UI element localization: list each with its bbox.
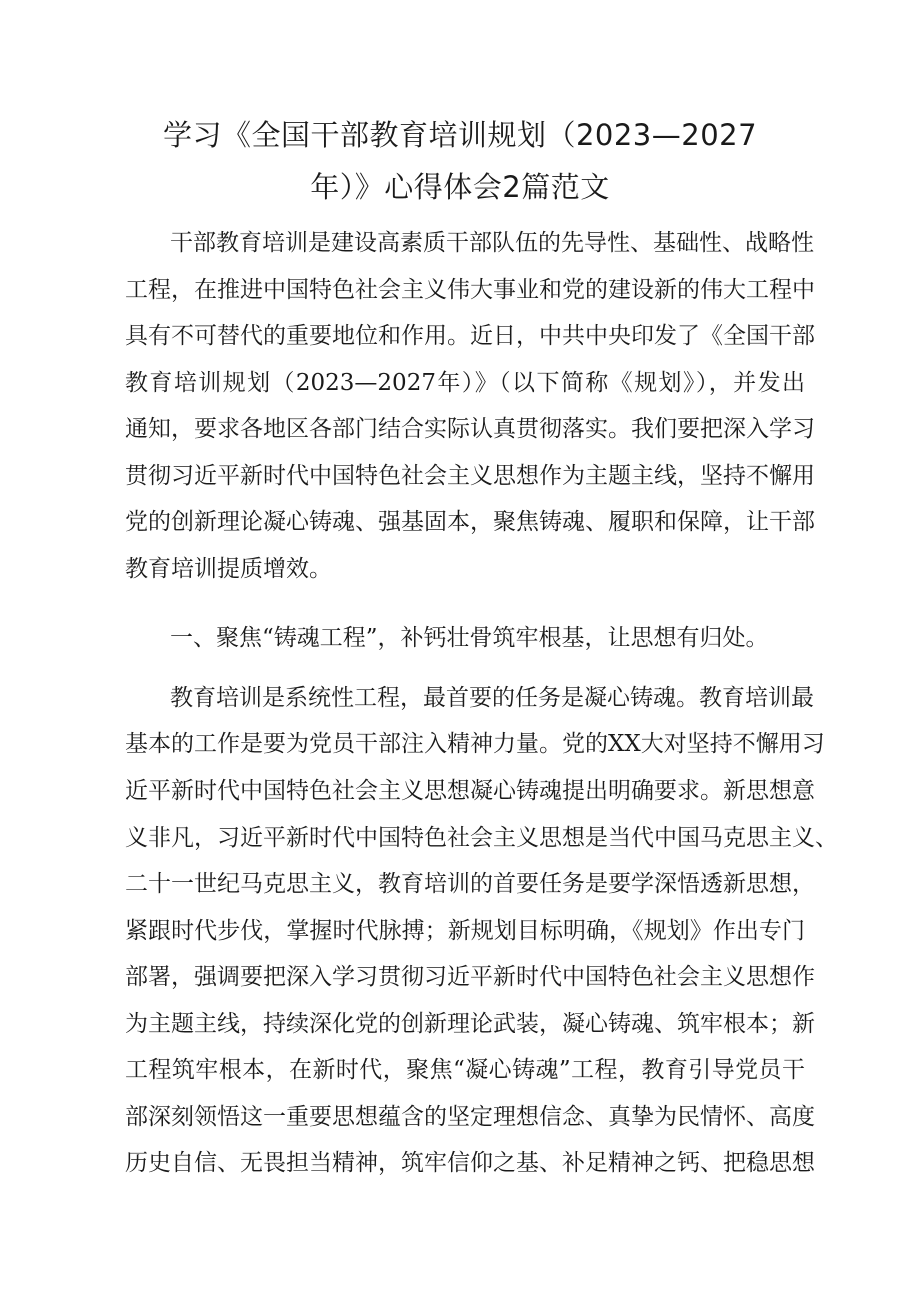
paragraph-line: 教育培训规划（2023—2027年）》（以下简称《规划》），并发出 [125, 370, 805, 396]
paragraph-line: 工程，在推进中国特色社会主义伟大事业和党的建设新的伟大工程中 [125, 277, 815, 303]
paragraph-line: 教育培训是系统性工程，最首要的任务是凝心铸魂。教育培训最 [170, 685, 814, 711]
paragraph-line: 义非凡，习近平新时代中国特色社会主义思想是当代中国马克思主义、 [125, 825, 838, 851]
paragraph-line: 党的创新理论凝心铸魂、强基固本，聚焦铸魂、履职和保障，让干部 [125, 509, 815, 535]
paragraph-line: 贯彻习近平新时代中国特色社会主义思想作为主题主线，坚持不懈用 [125, 463, 815, 489]
section-heading: 一、聚焦“铸魂工程”，补钙壮骨筑牢根基，让思想有归处。 [170, 625, 769, 651]
paragraph-line: 具有不可替代的重要地位和作用。近日，中共中央印发了《全国干部 [125, 323, 815, 349]
paragraph-line: 工程筑牢根本，在新时代，聚焦“凝心铸魂”工程，教育引导党员干 [125, 1057, 805, 1083]
document-title-line-1: 学习《全国干部教育培训规划（2023—2027 [162, 118, 758, 152]
paragraph-line: 为主题主线，持续深化党的创新理论武装，凝心铸魂、筑牢根本；新 [125, 1011, 815, 1037]
paragraph-line: 教育培训提质增效。 [125, 556, 332, 582]
paragraph-line: 干部教育培训是建设高素质干部队伍的先导性、基础性、战略性 [170, 230, 814, 256]
paragraph-line: 部署，强调要把深入学习贯彻习近平新时代中国特色社会主义思想作 [125, 964, 815, 990]
paragraph-line: 部深刻领悟这一重要思想蕴含的坚定理想信念、真挚为民情怀、高度 [125, 1104, 815, 1130]
paragraph-line: 近平新时代中国特色社会主义思想凝心铸魂提出明确要求。新思想意 [125, 778, 815, 804]
paragraph-line: 二十一世纪马克思主义，教育培训的首要任务是要学深悟透新思想， [125, 871, 815, 897]
paragraph-line: 紧跟时代步伐，掌握时代脉搏；新规划目标明确，《规划》作出专门 [125, 918, 805, 944]
paragraph-line: 历史自信、无畏担当精神，筑牢信仰之基、补足精神之钙、把稳思想 [125, 1150, 815, 1176]
paragraph-line: 通知，要求各地区各部门结合实际认真贯彻落实。我们要把深入学习 [125, 416, 815, 442]
paragraph-line: 基本的工作是要为党员干部注入精神力量。党的XX大对坚持不懈用习 [125, 731, 825, 757]
document-title-line-2: 年）》心得体会2篇范文 [310, 170, 610, 204]
